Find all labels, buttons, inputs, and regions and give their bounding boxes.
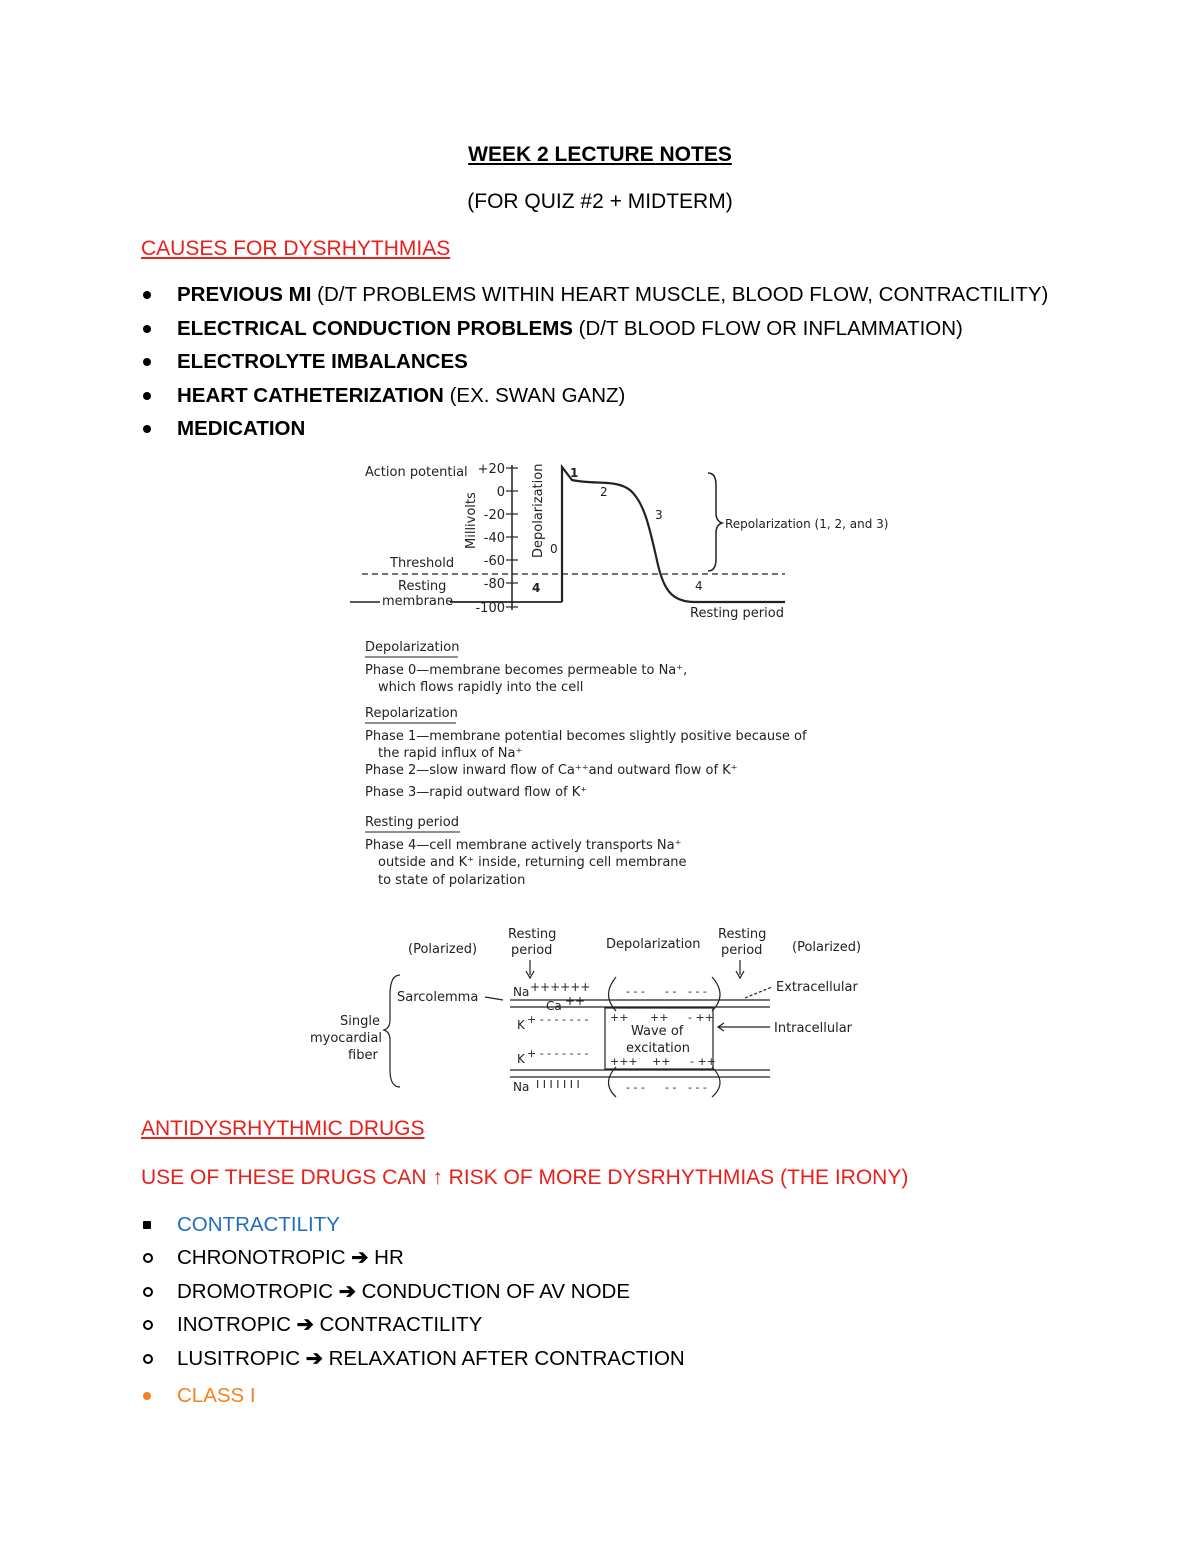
drug-warning: USE OF THESE DRUGS CAN ↑ RISK OF MORE DYSRHYTHMIAS (THE IRONY) (141, 1166, 909, 1189)
list-item: MEDICATION (141, 412, 1048, 446)
svg-text:- - -: - - - (626, 1081, 645, 1094)
phase4-text: to state of polarization (378, 873, 526, 888)
resting-period-heading: Resting period (365, 815, 459, 830)
tick-label: -20 (483, 508, 505, 523)
bullet-icon (143, 291, 151, 299)
svg-text:- - -: - - - (626, 985, 645, 998)
svg-text:++: ++ (565, 994, 586, 1008)
resting-period-label: Resting period (690, 606, 784, 621)
millivolts-label: Millivolts (464, 492, 479, 549)
phase4-text: Phase 4—cell membrane actively transports Na⁺ (365, 838, 682, 853)
action-potential-graph (350, 462, 888, 621)
phase1-text: Phase 1—membrane potential becomes slightly positive because of (365, 729, 807, 744)
phase0-text: Phase 0—membrane becomes permeable to Na⁺, (365, 663, 688, 678)
action-potential-label: Action potential (365, 465, 468, 480)
depolarization-label: Depolarization (606, 937, 701, 952)
arrow-right-icon: ➔ (338, 1279, 356, 1303)
sarcolemma-label: Sarcolemma (397, 990, 479, 1005)
depolarization-heading: Depolarization (365, 640, 460, 655)
resting-label: Resting (398, 579, 447, 594)
k-ion-label: K (517, 1018, 525, 1032)
phase-label: 4 (695, 579, 703, 593)
na-ion-label: Na (513, 1080, 530, 1094)
phase0-text: which flows rapidly into the cell (378, 680, 584, 695)
list-item: DROMOTROPIC ➔ CONDUCTION OF AV NODE (141, 1275, 685, 1309)
svg-text:+ - - - - - - -: + - - - - - - - (527, 1013, 589, 1026)
antidysrhythmic-heading: ANTIDYSRHYTHMIC DRUGS (141, 1117, 425, 1140)
arrow-right-icon: ➔ (296, 1313, 314, 1336)
svg-text:++: ++ (610, 1011, 629, 1024)
svg-text:+ - - - - - - -: + - - - - - - - (527, 1047, 589, 1060)
resting-period-right-label: period (721, 943, 763, 958)
na-ion-label: Na (513, 985, 530, 999)
phase-label: 4 (532, 581, 541, 595)
threshold-label: Threshold (390, 556, 455, 571)
circle-bullet-icon (143, 1287, 153, 1297)
arrow-right-icon: ➔ (305, 1346, 323, 1370)
contractility-sublist (141, 1241, 685, 1375)
circle-bullet-icon (143, 1320, 153, 1330)
contractility-list (141, 1208, 340, 1242)
tick-label: 0 (496, 485, 505, 500)
svg-text:++++++: ++++++ (530, 980, 591, 994)
phase1-text: the rapid influx of Na⁺ (378, 746, 523, 761)
myocardial-label: myocardial (310, 1031, 382, 1046)
ca-ion-label: Ca (546, 999, 562, 1013)
repolarization-heading: Repolarization (365, 706, 458, 721)
tick-label: -100 (475, 601, 505, 616)
list-item: CLASS I (141, 1379, 256, 1413)
causes-heading: CAUSES FOR DYSRHYTHMIAS (141, 237, 451, 260)
tick-label: +20 (477, 462, 505, 477)
phase3-text: Phase 3—rapid outward flow of K⁺ (365, 785, 588, 800)
svg-text:- -: - - (665, 985, 677, 998)
phase-explanations (365, 640, 807, 888)
svg-text:- ++: - ++ (690, 1055, 716, 1068)
list-item: HEART CATHETERIZATION (EX. SWAN GANZ) (141, 379, 1048, 413)
causes-list (141, 278, 1048, 446)
list-item: ELECTRICAL CONDUCTION PROBLEMS (D/T BLOOD FLOW OR INFLAMMATION) (141, 312, 1048, 346)
phase-label: 3 (655, 508, 663, 522)
polarized-left-label: (Polarized) (408, 942, 478, 957)
k-ion-label: K (517, 1052, 525, 1066)
circle-bullet-icon (143, 1354, 153, 1364)
svg-text:- ++: - ++ (688, 1011, 714, 1024)
wave-of-label: Wave of (631, 1024, 684, 1039)
single-label: Single (340, 1014, 380, 1029)
myocardial-fiber-diagram (310, 927, 861, 1097)
tick-label: -60 (483, 554, 505, 569)
membrane-label: membrane (382, 594, 454, 609)
excitation-label: excitation (626, 1041, 690, 1056)
list-item: PREVIOUS MI (D/T PROBLEMS WITHIN HEART MUSCLE, BLOOD FLOW, CONTRACTILITY) (141, 278, 1048, 312)
resting-period-left-label: Resting (508, 927, 557, 942)
phase-label: 0 (550, 542, 558, 556)
bullet-icon (143, 1221, 151, 1229)
phase4-text: outside and K⁺ inside, returning cell membrane (378, 855, 687, 870)
list-item: LUSITROPIC ➔ RELAXATION AFTER CONTRACTION (141, 1342, 685, 1376)
tick-label: -40 (483, 531, 505, 546)
intracellular-label: Intracellular (774, 1021, 853, 1036)
svg-text:+++: +++ (610, 1055, 638, 1068)
phase2-text: Phase 2—slow inward flow of Ca⁺⁺and outward flow of K⁺ (365, 763, 738, 778)
bullet-icon (143, 358, 151, 366)
resting-period-right-label: Resting (718, 927, 767, 942)
bullet-icon (143, 425, 151, 433)
tick-label: -80 (483, 577, 505, 592)
svg-text:++: ++ (652, 1055, 671, 1068)
list-item: INOTROPIC ➔ CONTRACTILITY (141, 1308, 685, 1342)
svg-text:I I I I I I I: I I I I I I I (536, 1078, 580, 1091)
depolarization-axis-label: Depolarization (531, 463, 546, 558)
list-item: CONTRACTILITY (141, 1208, 340, 1242)
list-item: ELECTROLYTE IMBALANCES (141, 345, 1048, 379)
bullet-icon (143, 325, 151, 333)
phase-label: 1 (570, 466, 579, 480)
repolarization-label: Repolarization (1, 2, and 3) (725, 517, 889, 531)
fiber-label: fiber (348, 1048, 378, 1063)
phase-label: 2 (600, 485, 608, 499)
polarized-right-label: (Polarized) (792, 940, 862, 955)
page-title: WEEK 2 LECTURE NOTES (468, 143, 732, 166)
resting-period-left-label: period (511, 943, 553, 958)
svg-text:- - -: - - - (688, 985, 707, 998)
list-item: CHRONOTROPIC ➔ HR (141, 1241, 685, 1275)
bullet-icon (143, 392, 151, 400)
class-list (141, 1379, 256, 1413)
extracellular-label: Extracellular (776, 980, 858, 995)
svg-text:- -: - - (665, 1081, 677, 1094)
bullet-icon (143, 1392, 151, 1400)
page-subtitle: (FOR QUIZ #2 + MIDTERM) (467, 190, 733, 213)
svg-text:++: ++ (650, 1011, 669, 1024)
svg-text:- - -: - - - (688, 1081, 707, 1094)
circle-bullet-icon (143, 1253, 153, 1263)
action-potential-figure (300, 455, 900, 1105)
arrow-right-icon: ➔ (351, 1246, 369, 1269)
